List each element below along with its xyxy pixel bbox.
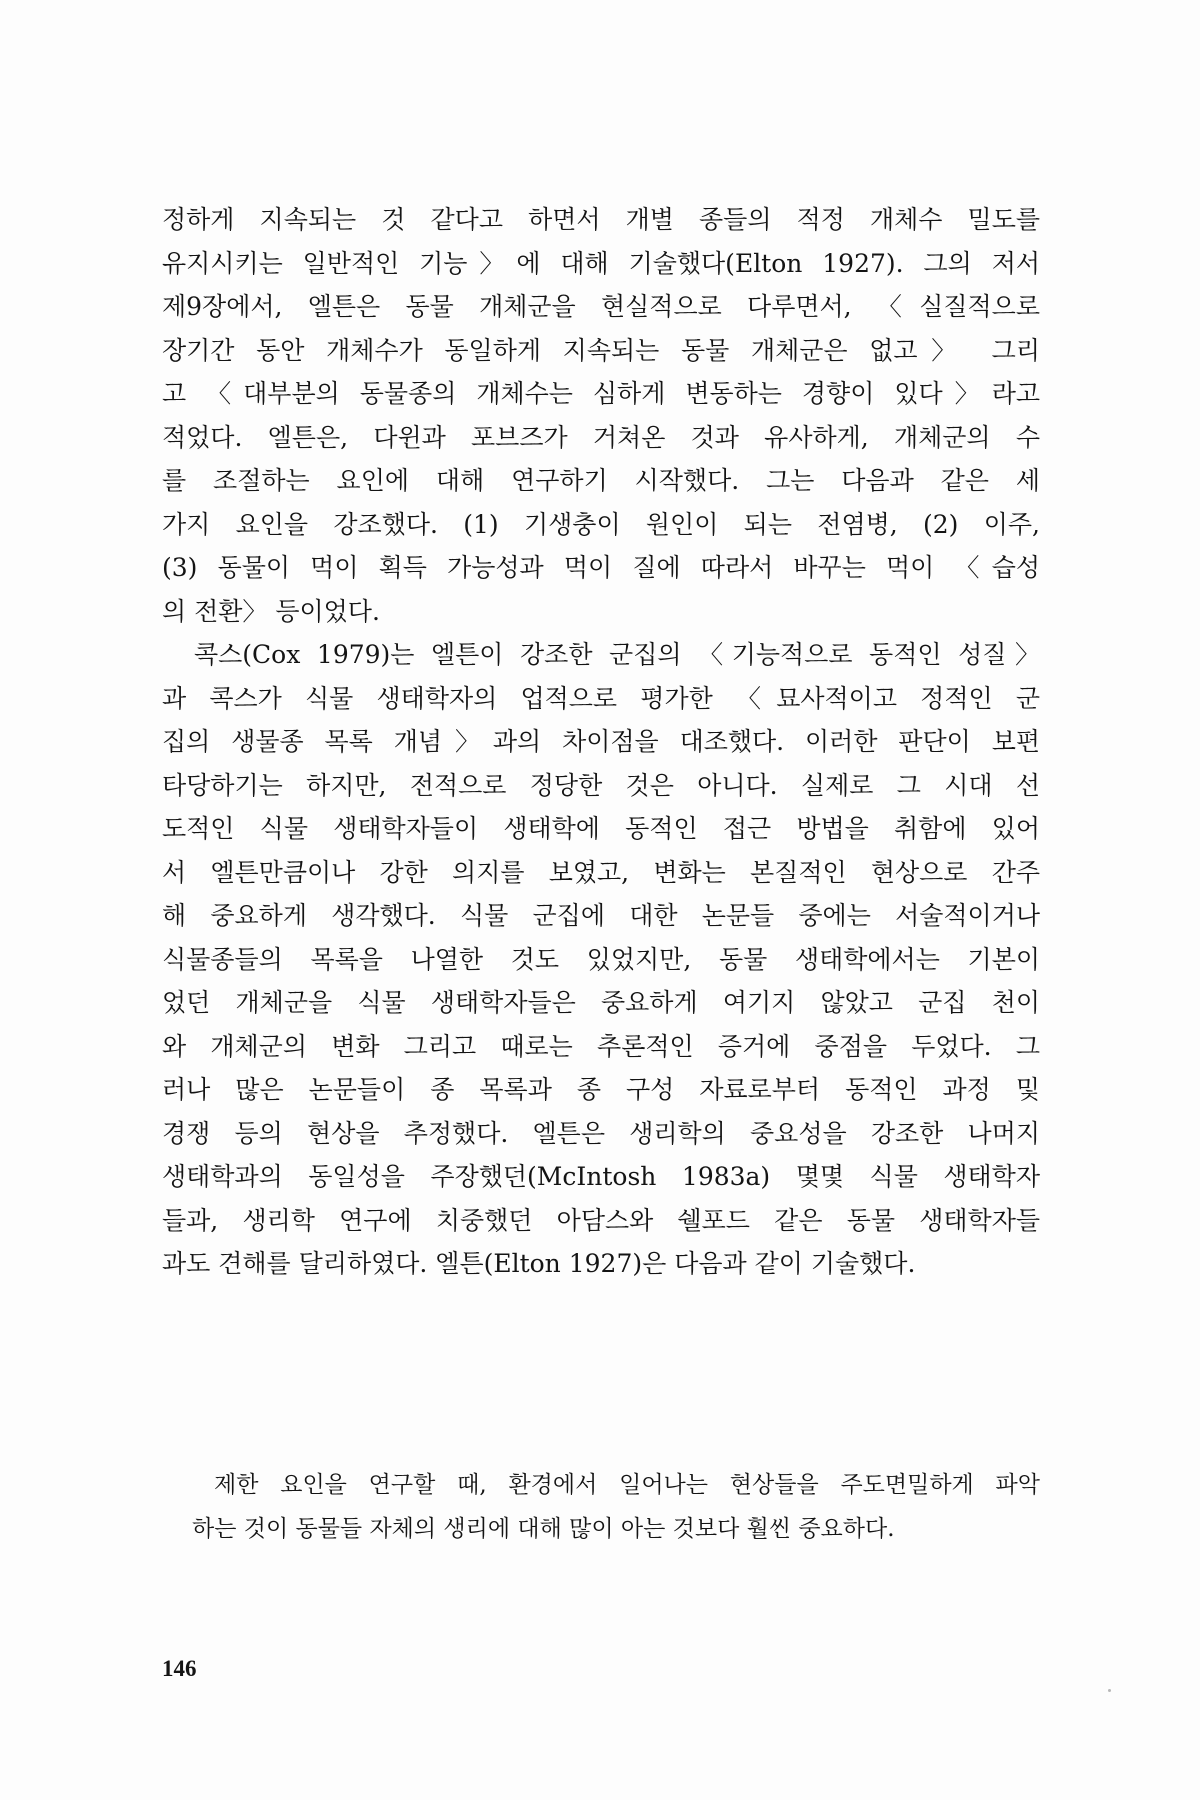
text-line: 유지시키는 일반적인 기능〉에 대해 기술했다(Elton 1927). 그의 저서 bbox=[162, 248, 1040, 278]
quote-line: 제한 요인을 연구할 때, 환경에서 일어나는 현상들을 주도면밀하게 파악 bbox=[214, 1472, 1040, 1498]
text-line: 식물종들의 목록을 나열한 것도 있었지만, 동물 생태학에서는 기본이 bbox=[162, 944, 1040, 974]
text-line: 서 엘튼만큼이나 강한 의지를 보였고, 변화는 본질적인 현상으로 간주 bbox=[162, 857, 1040, 887]
text-line: 생태학과의 동일성을 주장했던(McIntosh 1983a) 몇몇 식물 생태학자 bbox=[162, 1162, 1040, 1191]
paragraph-1 bbox=[162, 198, 1040, 633]
text-line: 도적인 식물 생태학자들이 생태학에 동적인 접근 방법을 취함에 있어 bbox=[162, 814, 1040, 843]
text-line: 가지 요인을 강조했다. (1) 기생충이 원인이 되는 전염병, (2) 이주, bbox=[162, 509, 1040, 539]
text-line: 경쟁 등의 현상을 추정했다. 엘튼은 생리학의 중요성을 강조한 나머지 bbox=[162, 1118, 1040, 1148]
text-line: 과도 견해를 달리하였다. 엘튼(Elton 1927)은 다음과 같이 기술했다. bbox=[162, 1249, 916, 1278]
block-quote bbox=[192, 1463, 1040, 1551]
text-line: 정하게 지속되는 것 같다고 하면서 개별 종들의 적정 개체수 밀도를 bbox=[162, 205, 1040, 234]
text-line: 타당하기는 하지만, 전적으로 정당한 것은 아니다. 실제로 그 시대 선 bbox=[162, 770, 1040, 800]
text-line: 의 전환〉 등이었다. bbox=[162, 596, 380, 626]
quote-line: 하는 것이 동물들 자체의 생리에 대해 많이 아는 것보다 훨씬 중요하다. bbox=[192, 1516, 895, 1542]
body-text bbox=[162, 198, 1040, 1286]
text-line: 고 〈대부분의 동물종의 개체수는 심하게 변동하는 경향이 있다〉라고 bbox=[162, 379, 1040, 408]
text-line: 해 중요하게 생각했다. 식물 군집에 대한 논문들 중에는 서술적이거나 bbox=[162, 901, 1040, 930]
text-line: 적었다. 엘튼은, 다윈과 포브즈가 거쳐온 것과 유사하게, 개체군의 수 bbox=[162, 422, 1040, 452]
text-line: 제9장에서, 엘튼은 동물 개체군을 현실적으로 다루면서, 〈실질적으로 bbox=[162, 292, 1040, 321]
text-line: 러나 많은 논문들이 종 목록과 종 구성 자료로부터 동적인 과정 및 bbox=[162, 1075, 1040, 1104]
text-line: 집의 생물종 목록 개념〉과의 차이점을 대조했다. 이러한 판단이 보편 bbox=[162, 727, 1040, 756]
text-line: 들과, 생리학 연구에 치중했던 아담스와 쉘포드 같은 동물 생태학자들 bbox=[162, 1205, 1040, 1235]
text-line: 를 조절하는 요인에 대해 연구하기 시작했다. 그는 다음과 같은 세 bbox=[162, 466, 1040, 495]
text-line: 과 콕스가 식물 생태학자의 업적으로 평가한 〈묘사적이고 정적인 군 bbox=[162, 683, 1040, 713]
text-line: 장기간 동안 개체수가 동일하게 지속되는 동물 개체군은 없고〉 그리 bbox=[162, 335, 1040, 365]
text-line: 와 개체군의 변화 그리고 때로는 추론적인 증거에 중점을 두었다. 그 bbox=[162, 1031, 1040, 1061]
text-line: 콕스(Cox 1979)는 엘튼이 강조한 군집의 〈기능적으로 동적인 성질〉 bbox=[194, 640, 1040, 669]
page-number: 146 bbox=[162, 1656, 197, 1681]
text-line: (3) 동물이 먹이 획득 가능성과 먹이 질에 따라서 바꾸는 먹이 〈습성 bbox=[162, 553, 1040, 582]
paragraph-2 bbox=[162, 633, 1040, 1286]
scan-speck bbox=[1108, 1689, 1111, 1692]
text-line: 었던 개체군을 식물 생태학자들은 중요하게 여기지 않았고 군집 천이 bbox=[162, 988, 1040, 1017]
